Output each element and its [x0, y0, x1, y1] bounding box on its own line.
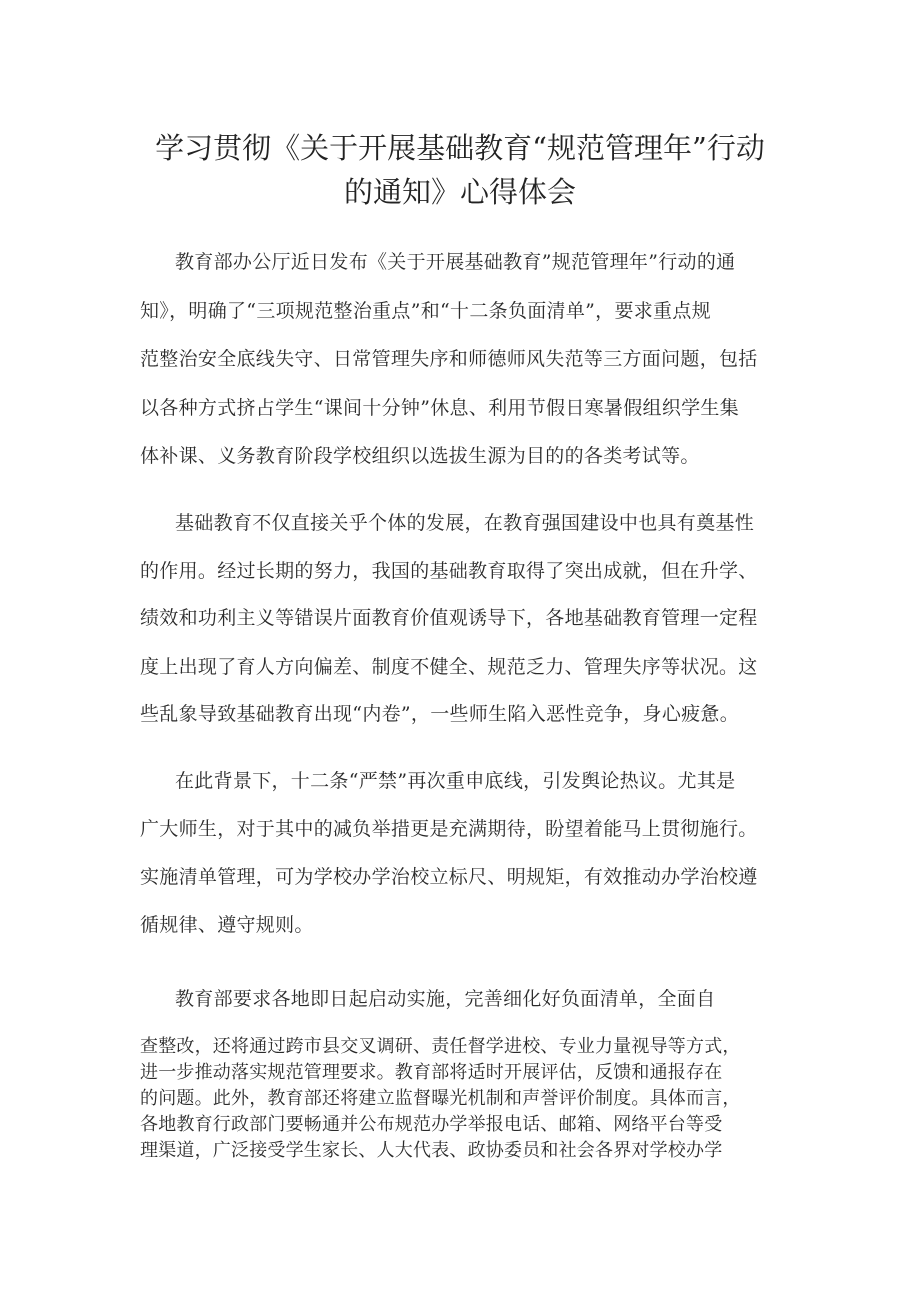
paragraph-line: 以各种方式挤占学生“课间十分钟”休息、利用节假日寒暑假组织学生集 — [140, 397, 740, 419]
paragraph-line: 各地教育行政部门要畅通并公布规范办学举报电话、邮箱、网络平台等受 — [140, 1114, 723, 1135]
paragraph-line: 查整改，还将通过跨市县交叉调研、责任督学进校、专业力量视导等方式， — [140, 1036, 741, 1057]
document-title-line-2: 的通知》心得体会 — [343, 175, 576, 209]
paragraph-line: 的作用。经过长期的努力，我国的基础教育取得了突出成就，但在升学、 — [140, 560, 758, 582]
paragraph-line: 度上出现了育人方向偏差、制度不健全、规范乏力、管理失序等状况。这 — [140, 656, 758, 678]
paragraph-line: 进一步推动落实规范管理要求。教育部将适时开展评估，反馈和通报存在 — [140, 1062, 723, 1083]
document-title-line-1: 学习贯彻《关于开展基础教育“规范管理年”行动 — [155, 131, 765, 165]
paragraph-line: 教育部要求各地即日起启动实施，完善细化好负面清单，全面自 — [175, 988, 716, 1010]
paragraph-line: 教育部办公厅近日发布《关于开展基础教育”规范管理年”行动的通 — [175, 251, 736, 273]
paragraph-line: 范整治安全底线失守、日常管理失序和师德师风失范等三方面问题，包括 — [140, 348, 758, 370]
paragraph-line: 实施清单管理，可为学校办学治校立标尺、明规矩，有效推动办学治校遵 — [140, 866, 758, 888]
paragraph-line: 体补课、义务教育阶段学校组织以选拔生源为目的的各类考试等。 — [140, 445, 700, 467]
paragraph-line: 广大师生，对于其中的减负举措更是充满期待，盼望着能马上贯彻施行。 — [140, 818, 758, 840]
paragraph-line: 基础教育不仅直接关乎个体的发展，在教育强国建设中也具有奠基性 — [175, 512, 755, 534]
paragraph-line: 理渠道，广泛接受学生家长、人大代表、政协委员和社会各界对学校办学 — [140, 1140, 723, 1161]
paragraph-line: 在此背景下，十二条“严禁”再次重申底线，引发舆论热议。尤其是 — [175, 770, 736, 792]
paragraph-line: 些乱象导致基础教育出现“内卷”，一些师生陷入恶性竞争，身心疲惫。 — [140, 703, 740, 725]
paragraph-line: 绩效和功利主义等错误片面教育价值观诱导下，各地基础教育管理一定程 — [140, 607, 758, 629]
paragraph-line: 知》，明确了“三项规范整治重点”和“十二条负面清单”，要求重点规 — [140, 300, 711, 322]
paragraph-line: 的问题。此外，教育部还将建立监督曝光机制和声誉评价制度。具体而言， — [140, 1088, 741, 1109]
paragraph-line: 循规律、遵守规则。 — [140, 914, 314, 936]
